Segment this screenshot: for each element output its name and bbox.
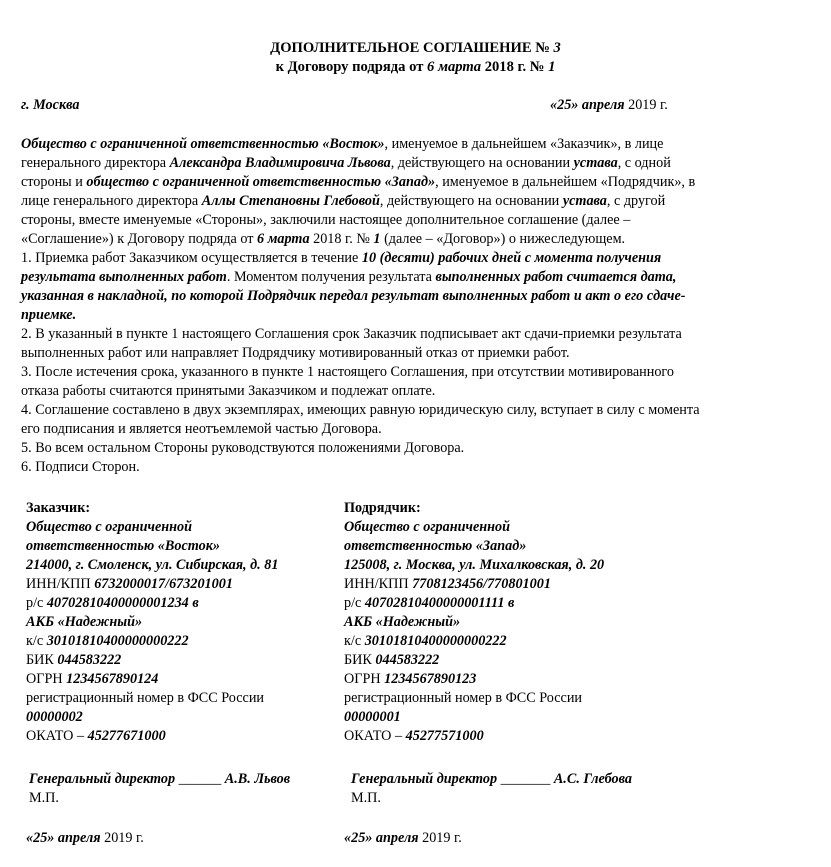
customer-bank: АКБ «Надежный» <box>26 614 143 630</box>
contractor-sign-date: «25» апреля 2019 г. <box>344 830 462 846</box>
contractor-bik: БИК 044583222 <box>344 652 440 668</box>
contractor-bank: АКБ «Надежный» <box>344 614 461 630</box>
contractor-inn: ИНН/КПП 7708123456/770801001 <box>344 576 551 592</box>
clause-2-line-2: выполненных работ или направляет Подрядчику мотивированный отказ от приемки работ. <box>21 345 570 361</box>
customer-account: р/с 40702810400000001234 в <box>26 595 199 611</box>
customer-fss-number: 00000002 <box>26 709 83 725</box>
contractor-fss-label: регистрационный номер в ФСС России <box>344 690 583 706</box>
customer-sign-date: «25» апреля 2019 г. <box>26 830 144 846</box>
customer-stamp: М.П. <box>29 790 59 806</box>
preamble-line-6: «Соглашение») к Договору подряда от 6 марта 2018 г. № 1 (далее – «Договор») о нижеследующем. <box>21 231 626 247</box>
preamble-line-4: лице генерального директора Аллы Степановны Глебовой, действующего на основании устава, с другой <box>21 193 666 209</box>
clause-3-line-1: 3. После истечения срока, указанного в пункте 1 настоящего Соглашения, при отсутствии мотивированного <box>21 364 674 380</box>
clause-1-line-4: приемке. <box>21 307 77 323</box>
preamble-line-2: генерального директора Александра Владимировича Львова, действующего на основании устава, с одной <box>21 155 671 171</box>
customer-fss-label: регистрационный номер в ФСС России <box>26 690 265 706</box>
contractor-corr-account: к/с 30101810400000000222 <box>344 633 507 649</box>
clause-1-line-2: результата выполненных работ. Моментом получения результата выполненных работ считается дата, <box>21 269 677 285</box>
customer-address: 214000, г. Смоленск, ул. Сибирская, д. 81 <box>26 557 279 573</box>
contractor-name-line-2: ответственностью «Запад» <box>344 538 527 554</box>
customer-heading: Заказчик: <box>26 500 91 516</box>
city: г. Москва <box>21 97 80 113</box>
contractor-heading: Подрядчик: <box>344 500 421 516</box>
clause-3-line-2: отказа работы считаются принятыми Заказчиком и подлежат оплате. <box>21 383 436 399</box>
preamble-line-5: стороны, вместе именуемые «Стороны», заключили настоящее дополнительное соглашение (далее – <box>21 212 631 228</box>
customer-signature: Генеральный директор ______ А.В. Львов <box>29 771 291 787</box>
contractor-name-line-1: Общество с ограниченной <box>344 519 510 535</box>
customer-name-line-1: Общество с ограниченной <box>26 519 192 535</box>
clause-2-line-1: 2. В указанный в пункте 1 настоящего Соглашения срок Заказчик подписывает акт сдачи-приемки результата <box>21 326 682 342</box>
customer-name-line-2: ответственностью «Восток» <box>26 538 220 554</box>
clause-4-line-2: его подписания и является неотъемлемой частью Договора. <box>21 421 382 437</box>
contractor-okato: ОКАТО – 45277571000 <box>344 728 484 744</box>
document-title: ДОПОЛНИТЕЛЬНОЕ СОГЛАШЕНИЕ № 3 <box>270 40 561 56</box>
clause-5: 5. Во всем остальном Стороны руководствуются положениями Договора. <box>21 440 465 456</box>
contractor-account: р/с 40702810400000001111 в <box>344 595 515 611</box>
contractor-ogrn: ОГРН 1234567890123 <box>344 671 477 687</box>
customer-corr-account: к/с 30101810400000000222 <box>26 633 189 649</box>
customer-inn: ИНН/КПП 6732000017/673201001 <box>26 576 233 592</box>
contractor-address: 125008, г. Москва, ул. Михалковская, д. 20 <box>344 557 605 573</box>
agreement-date: «25» апреля 2019 г. <box>550 97 668 113</box>
customer-bik: БИК 044583222 <box>26 652 122 668</box>
customer-okato: ОКАТО – 45277671000 <box>26 728 166 744</box>
contractor-fss-number: 00000001 <box>344 709 401 725</box>
contractor-stamp: М.П. <box>351 790 381 806</box>
contractor-signature: Генеральный директор _______ А.С. Глебова <box>351 771 632 787</box>
document-subtitle: к Договору подряда от 6 марта 2018 г. № 1 <box>275 59 556 75</box>
clause-1-line-3: указанная в накладной, по которой Подрядчик передал результат выполненных работ и акт о его сдаче- <box>21 288 686 304</box>
clause-4-line-1: 4. Соглашение составлено в двух экземплярах, имеющих равную юридическую силу, вступает в силу с момента <box>21 402 700 418</box>
clause-1-line-1: 1. Приемка работ Заказчиком осуществляется в течение 10 (десяти) рабочих дней с момента получения <box>21 250 662 266</box>
customer-ogrn: ОГРН 1234567890124 <box>26 671 159 687</box>
clause-6: 6. Подписи Сторон. <box>21 459 140 475</box>
preamble-line-3: стороны и общество с ограниченной ответственностью «Запад», именуемое в дальнейшем «Подрядчик», в <box>21 174 696 190</box>
preamble-line-1: Общество с ограниченной ответственностью «Восток», именуемое в дальнейшем «Заказчик», в лице <box>21 136 664 152</box>
